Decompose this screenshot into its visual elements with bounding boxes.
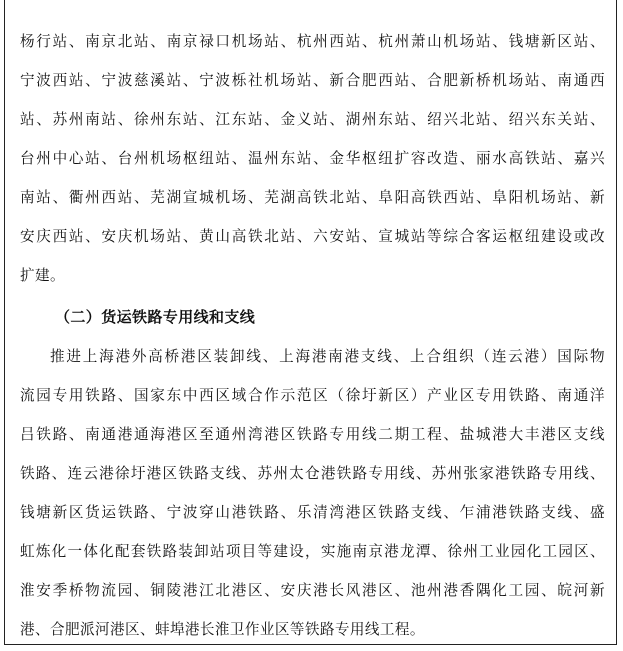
paragraph-line: 吕铁路、南通港通海港区至通州湾港区铁路专用线二期工程、盐城港大丰港区支线 [20,426,605,443]
paragraph-line: 推进上海港外高桥港区装卸线、上海港南港支线、上合组织（连云港）国际物 [50,348,605,365]
paragraph-line: 铁路、连云港徐圩港区铁路支线、苏州太仓港铁路专用线、苏州张家港铁路专用线、 [20,465,605,482]
paragraph-line: 虹炼化一体化配套铁路装卸站项目等建设，实施南京港龙潭、徐州工业园化工园区、 [20,543,605,560]
section-heading: （二）货运铁路专用线和支线 [55,308,256,326]
paragraph-line: 台州中心站、台州机场枢纽站、温州东站、金华枢纽扩容改造、丽水高铁站、嘉兴 [20,150,605,167]
paragraph-line: 安庆西站、安庆机场站、黄山高铁北站、六安站、宣城站等综合客运枢纽建设或改 [20,228,605,245]
paragraph-line: 站、苏州南站、徐州东站、江东站、金义站、湖州东站、绍兴北站、绍兴东关站、 [20,111,605,128]
paragraph-line: 港、合肥派河港区、蚌埠港长淮卫作业区等铁路专用线工程。 [20,621,425,638]
paragraph-line: 钱塘新区货运铁路、宁波穿山港铁路、乐清湾港区铁路支线、乍浦港铁路支线、盛 [20,504,605,521]
paragraph-line: 扩建。 [20,267,65,284]
paragraph-line: 淮安季桥物流园、铜陵港江北港区、安庆港长风港区、池州港香隅化工园、皖河新 [20,582,605,599]
paragraph-line: 南站、衢州西站、芜湖宣城机场、芜湖高铁北站、阜阳高铁西站、阜阳机场站、新 [20,189,605,206]
paragraph-line: 杨行站、南京北站、南京禄口机场站、杭州西站、杭州萧山机场站、钱塘新区站、 [20,33,605,50]
paragraph-line: 宁波西站、宁波慈溪站、宁波栎社机场站、新合肥西站、合肥新桥机场站、南通西 [20,72,605,89]
paragraph-line: 流园专用铁路、国家东中西区域合作示范区（徐圩新区）产业区专用铁路、南通洋 [20,387,605,404]
